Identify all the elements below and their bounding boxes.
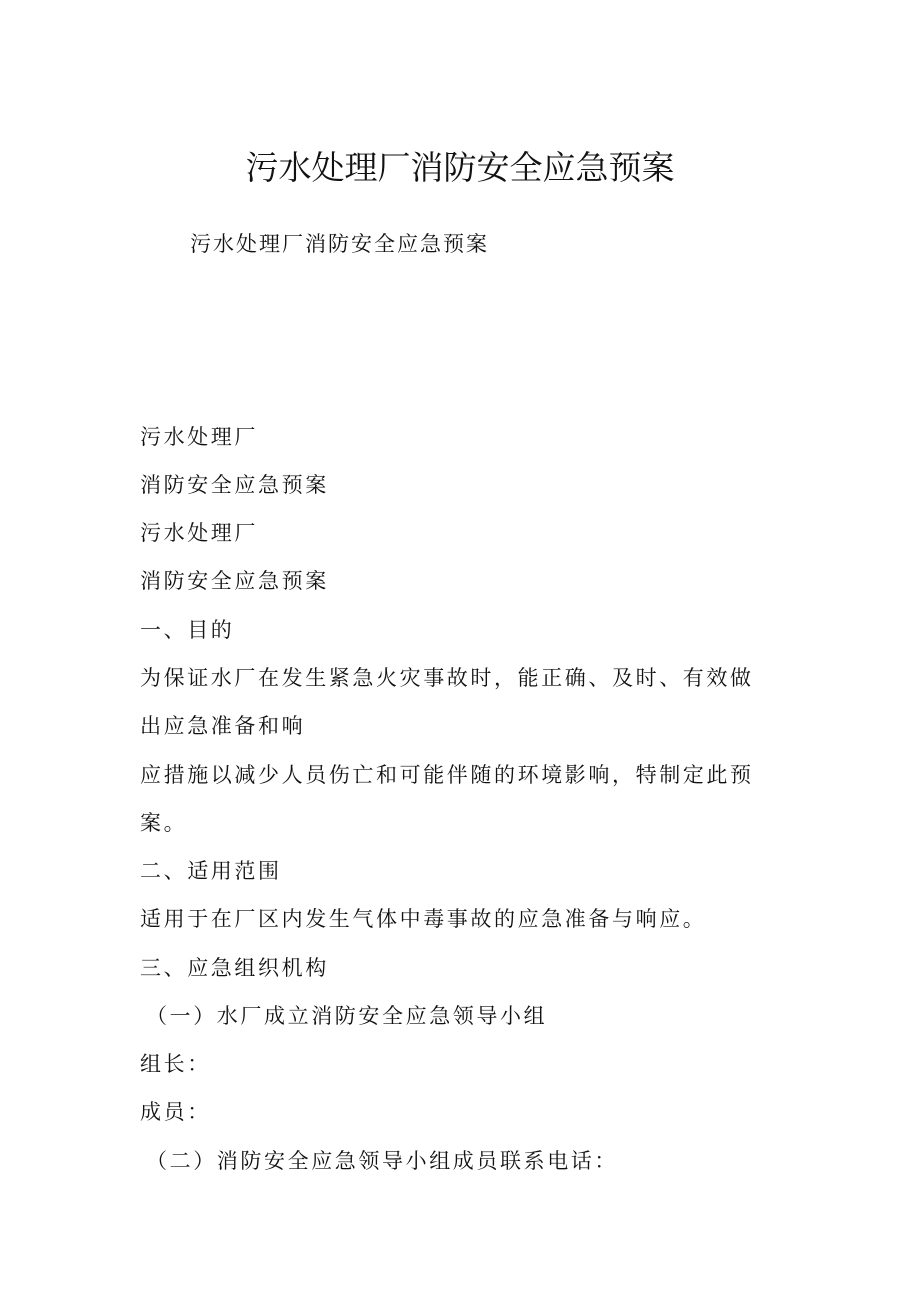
- document-title: 污水处理厂消防安全应急预案: [245, 148, 675, 187]
- body-line: 成员：: [140, 1100, 211, 1124]
- body-line: 适用于在厂区内发生气体中毒事故的应急准备与响应。: [140, 907, 707, 931]
- section-heading: 一、目的: [140, 618, 235, 642]
- section-heading: 二、适用范围: [140, 859, 282, 883]
- body-line: 案。: [140, 811, 188, 835]
- body-line: 污水处理厂: [140, 425, 258, 449]
- body-line: 污水处理厂: [140, 521, 258, 545]
- body-line: 组长：: [140, 1052, 211, 1076]
- body-line: 为保证水厂在发生紧急火灾事故时，能正确、及时、有效做: [140, 666, 754, 690]
- body-line: 消防安全应急预案: [140, 569, 329, 593]
- body-line: 消防安全应急预案: [140, 473, 329, 497]
- body-line: 应措施以减少人员伤亡和可能伴随的环境影响，特制定此预: [140, 763, 754, 787]
- body-line: 出应急准备和响: [140, 714, 306, 738]
- document-subtitle: 污水处理厂消防安全应急预案: [190, 232, 489, 256]
- subsection-heading: （二）消防安全应急领导小组成员联系电话：: [146, 1149, 618, 1173]
- section-heading: 三、应急组织机构: [140, 956, 329, 980]
- subsection-heading: （一）水厂成立消防安全应急领导小组: [146, 1004, 548, 1028]
